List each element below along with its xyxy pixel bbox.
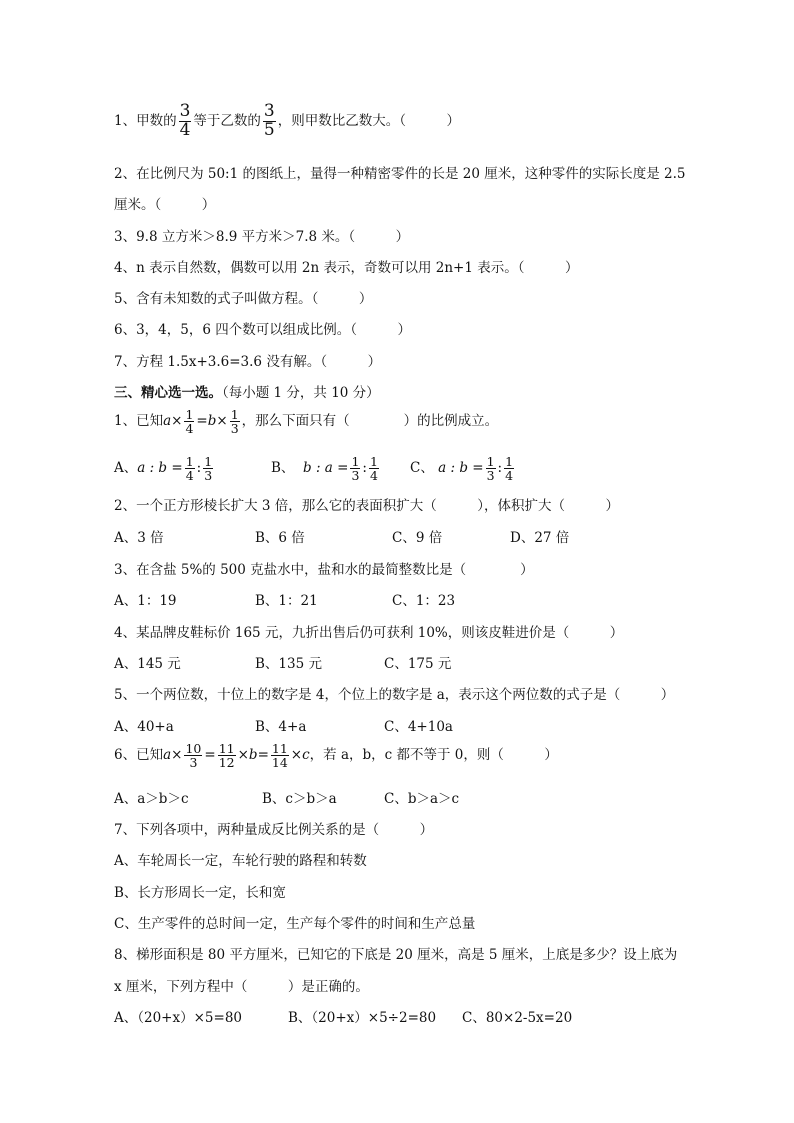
fraction [369, 455, 379, 482]
mc-q3-option-b: B、1：21 [255, 593, 318, 609]
tf-question-1 [114, 103, 460, 140]
equals-sign: = [257, 747, 269, 764]
mc-q4-option-c: C、175 元 [384, 656, 452, 672]
tf-q1-prefix: 1、甲数的 [114, 112, 177, 129]
option-label: A、 [114, 460, 138, 477]
tf-question-4: 4、n 表示自然数，偶数可以用 2n 表示，奇数可以用 2n+1 表示。（ ） [114, 260, 579, 276]
tf-question-7: 7、方程 1.5x+3.6=3.6 没有解。（ ） [114, 354, 382, 370]
fraction [504, 455, 514, 482]
fraction-numerator: 3 [263, 101, 275, 121]
fraction [350, 455, 360, 482]
fraction-denominator: 3 [351, 468, 360, 484]
fraction-numerator: 1 [185, 454, 194, 469]
var-c: c [302, 747, 310, 764]
option-label: C、 [410, 460, 434, 477]
times-sign: × [171, 413, 183, 430]
mc-q7-option-a: A、车轮周长一定，车轮行驶的路程和转数 [114, 853, 367, 869]
mc-question-8-line-2: x 厘米，下列方程中（ ）是正确的。 [114, 979, 369, 995]
fraction-denominator: 3 [230, 421, 239, 437]
fraction [203, 455, 213, 482]
fraction-denominator: 4 [185, 468, 194, 484]
mc-question-4: 4、某品牌皮鞋标价 165 元，九折出售后仍可获利 10%，则该皮鞋进价是（ ） [114, 625, 624, 641]
section-3-note: （每小题 1 分，共 10 分） [222, 385, 380, 401]
mc-q8-option-b: B、（20+x）×5÷2=80 [288, 1010, 437, 1026]
fraction-numerator: 1 [185, 407, 194, 422]
equals-sign: = [196, 413, 208, 430]
mc-question-1 [114, 408, 498, 435]
mc-q3-option-c: C、1：23 [392, 593, 456, 609]
mc-q5-option-a: A、40+a [114, 719, 174, 735]
fraction-1-3 [230, 408, 240, 435]
fraction-denominator: 4 [369, 468, 378, 484]
fraction-numerator: 1 [486, 454, 495, 469]
times-sign: × [290, 747, 303, 764]
fraction-denominator: 14 [271, 755, 288, 771]
mc-q6-option-c: C、b＞a＞c [384, 791, 460, 807]
times-sign: × [237, 747, 249, 764]
tf-question-2-line-2: 厘米。（ ） [114, 197, 216, 213]
times-sign: × [216, 413, 228, 430]
section-3-title: 三、精心选一选。 [114, 385, 222, 401]
fraction-numerator: 10 [185, 741, 202, 756]
fraction-denominator: 12 [218, 755, 235, 771]
fraction-numerator: 1 [505, 454, 514, 469]
mc-q1-option-c [410, 455, 516, 482]
tf-question-6: 6、3，4，5，6 四个数可以组成比例。（ ） [114, 322, 411, 338]
fraction-denominator: 4 [179, 119, 191, 140]
mc-q6-prefix: 6、已知 [114, 747, 164, 764]
fraction [185, 455, 195, 482]
var-a: a [163, 747, 172, 764]
mc-q8-option-c: C、80×2-5x=20 [462, 1010, 573, 1026]
fraction-numerator: 1 [230, 407, 239, 422]
fraction-denominator: 3 [486, 468, 495, 484]
fraction-numerator: 1 [351, 454, 360, 469]
fraction-numerator: 3 [179, 101, 191, 121]
option-lhs: a : b = [137, 460, 183, 477]
fraction-denominator: 3 [204, 468, 213, 484]
tf-question-5: 5、含有未知数的式子叫做方程。（ ） [114, 291, 373, 307]
fraction-1-4 [184, 408, 194, 435]
fraction-numerator: 11 [271, 741, 288, 756]
section-3-heading [114, 384, 380, 402]
var-b: b [248, 747, 258, 764]
mc-question-5: 5、一个两位数，十位上的数字是 4，个位上的数字是 a，表示这个两位数的式子是（ ） [114, 687, 675, 703]
mc-q2-option-c: C、9 倍 [392, 530, 443, 546]
mc-question-7: 7、下列各项中，两种量成反比例关系的是（ ） [114, 822, 434, 838]
ratio-colon: : [196, 460, 202, 477]
mc-q1-option-a [114, 455, 215, 482]
fraction-denominator: 3 [189, 755, 198, 771]
fraction-denominator: 4 [505, 468, 514, 484]
option-lhs: a : b = [438, 460, 484, 477]
mc-q3-option-a: A、1：19 [114, 593, 177, 609]
option-lhs: b : a = [303, 460, 349, 477]
mc-question-8-line-1: 8、梯形面积是 80 平方厘米，已知它的下底是 20 厘米，高是 5 厘米，上底是多少？设上底为 [114, 947, 678, 963]
fraction-3-5 [263, 103, 276, 140]
fraction [486, 455, 496, 482]
tf-q1-mid: 等于乙数的 [193, 112, 261, 129]
mc-question-6 [114, 742, 558, 769]
mc-q4-option-a: A、145 元 [114, 656, 181, 672]
fraction-denominator: 4 [185, 421, 194, 437]
mc-q5-option-b: B、4+a [255, 719, 307, 735]
fraction-denominator: 5 [263, 119, 275, 140]
mc-q6-option-a: A、a＞b＞c [114, 791, 189, 807]
mc-q1-prefix: 1、已知 [114, 413, 164, 430]
tf-q1-suffix: ，则甲数比乙数大。（ ） [277, 112, 460, 129]
mc-q1-option-b [271, 455, 381, 482]
fraction-numerator: 1 [204, 454, 213, 469]
mc-q2-option-d: D、27 倍 [510, 530, 570, 546]
mc-q5-option-c: C、4+10a [384, 719, 453, 735]
fraction-3-4 [179, 103, 192, 140]
fraction-11-14 [271, 742, 289, 769]
times-sign: × [171, 747, 183, 764]
mc-question-3: 3、在含盐 5%的 500 克盐水中，盐和水的最简整数比是（ ） [114, 562, 534, 578]
mc-q2-option-a: A、3 倍 [114, 530, 164, 546]
fraction-11-12 [218, 742, 236, 769]
var-a: a [163, 413, 172, 430]
mc-q4-option-b: B、135 元 [255, 656, 322, 672]
fraction-numerator: 1 [369, 454, 378, 469]
fraction-10-3 [184, 742, 202, 769]
mc-q6-option-b: B、c＞b＞a [262, 791, 337, 807]
mc-q7-option-b: B、长方形周长一定，长和宽 [114, 885, 286, 901]
fraction-numerator: 11 [218, 741, 235, 756]
ratio-colon: : [497, 460, 503, 477]
mc-q8-option-a: A、（20+x）×5=80 [114, 1010, 242, 1026]
option-label: B、 [271, 460, 295, 477]
ratio-colon: : [362, 460, 367, 477]
mc-question-2: 2、一个正方形棱长扩大 3 倍，那么它的表面积扩大（ ），体积扩大（ ） [114, 498, 620, 514]
var-b: b [207, 413, 217, 430]
mc-q6-suffix: ，若 a，b，c 都不等于 0，则（ ） [309, 747, 558, 764]
equals-sign: = [204, 747, 216, 764]
tf-question-3: 3、9.8 立方米＞8.9 平方米＞7.8 米。（ ） [114, 229, 410, 245]
mc-q2-option-b: B、6 倍 [255, 530, 305, 546]
tf-question-2-line-1: 2、在比例尺为 50:1 的图纸上，量得一种精密零件的长是 20 厘米，这种零件的实际长度是 2.5 [114, 166, 686, 182]
mc-q1-suffix: ，那么下面只有（ ）的比例成立。 [241, 413, 499, 430]
mc-q7-option-c: C、生产零件的总时间一定，生产每个零件的时间和生产总量 [114, 916, 476, 932]
